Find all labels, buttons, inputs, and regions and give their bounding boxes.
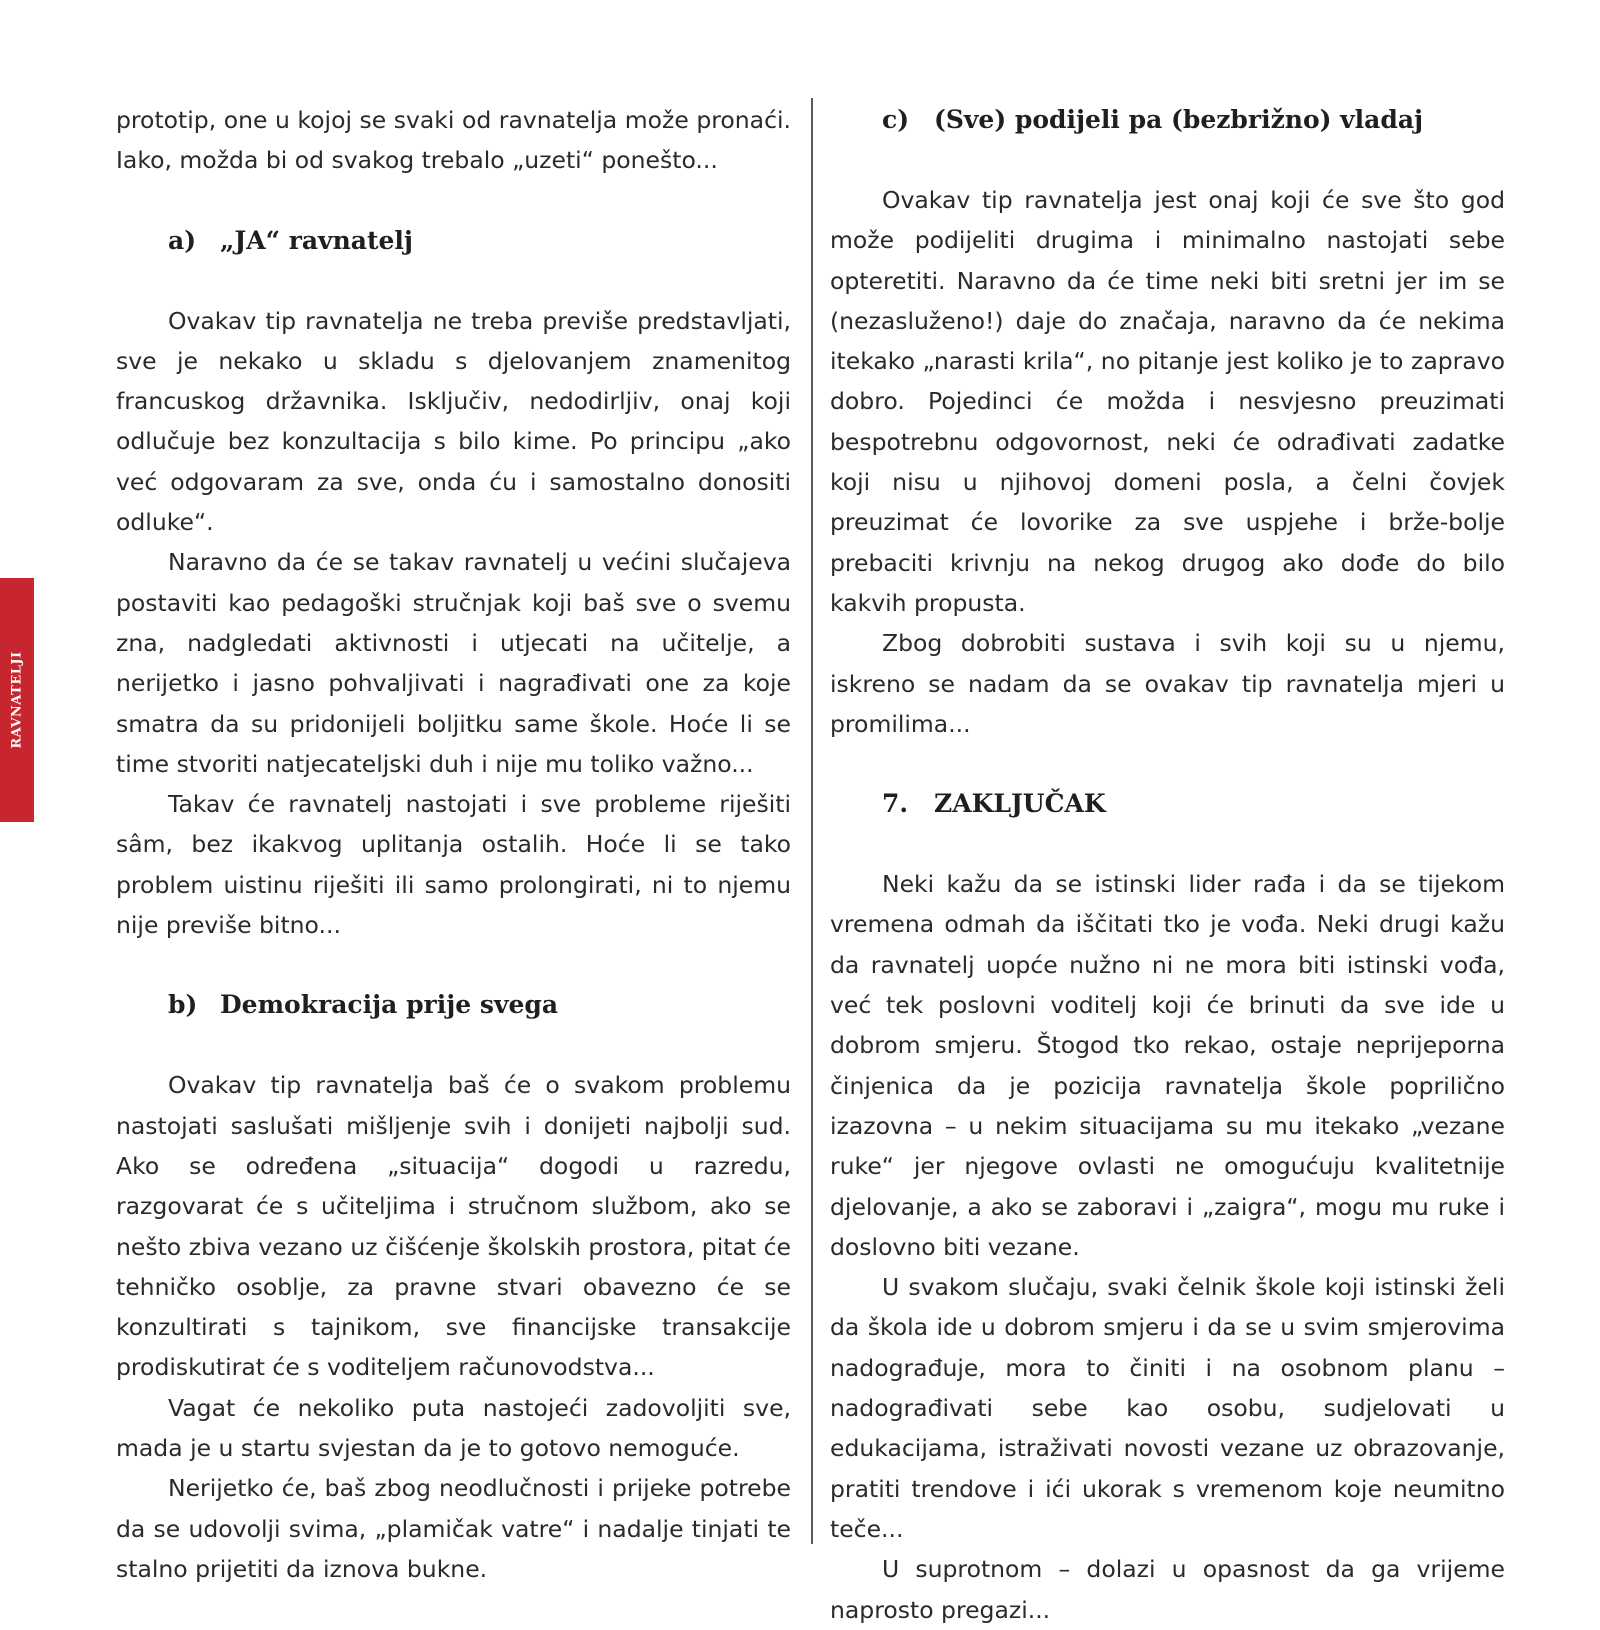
paragraph-b-1: Ovakav tip ravnatelja baš će o svakom problemu nastojati saslušati mišljenje svih i donijeti najbolji sud. Ako se određena „situacija“ dogodi u razredu, razgovarat će s učiteljima i stručnom službom, ako se nešto zbiva vezano uz čišćenje školskih prostora, pitat će tehničko osoblje, za pravne stvari obavezno će se konzultirati s tajnikom, sve financijske transakcije prodiskutirat će s voditeljem računovodstva... [116,1071,791,1382]
paragraph-c-2: Zbog dobrobiti sustava i svih koji su u njemu, iskreno se nadam da se ovakav tip ravnatelja mjeri u promilima... [830,629,1505,738]
heading-a [116,221,791,261]
heading-conclusion-title: ZAKLJUČAK [934,789,1106,819]
paragraph-conclusion-3: U suprotnom – dolazi u opasnost da ga vrijeme naprosto pregazi... [830,1555,1505,1624]
heading-b-title: Demokracija prije svega [220,990,559,1020]
paragraph-a-1: Ovakav tip ravnatelja ne treba previše predstavljati, sve je nekako u skladu s djelovanjem znamenitog francuskog državnika. Isključiv, nedodirljiv, onaj koji odlučuje bez konzultacija s bilo kime. Po principu „ako već odgovaram za sve, onda ću i samostalno donositi odluke“. [116,306,791,537]
heading-conclusion-label: 7. [882,789,909,819]
paragraph-a-2: Naravno da će se takav ravnatelj u većini slučajeva postaviti kao pedagoški stručnjak koji baš sve o svemu zna, nadgledati aktivnosti i utjecati na učitelje, a nerijetko i jasno pohvaljivati i nagrađivati one za koje smatra da su pridonijeli boljitku same škole. Hoće li se time stvoriti natjecateljski duh i nije mu toliko važno... [116,548,791,778]
paragraph-a-3: Takav će ravnatelj nastojati i sve probleme riješiti sâm, bez ikakvog uplitanja ostalih. Hoće li se tako problem uistinu riješiti ili samo prolongirati, ni to njemu nije previše bitno... [116,790,791,940]
paragraph-c-1: Ovakav tip ravnatelja jest onaj koji će sve što god može podijeliti drugima i minimalno nastojati sebe opteretiti. Naravno da će time neki biti sretni jer im se (nezasluženo!) daje do značaja, naravno da će nekima itekako „narasti krila“, no pitanje jest koliko je to zapravo dobro. Pojedinci će možda i nesvjesno preuzimati bespotrebnu odgovornost, neki će odrađivati zadatke koji nisu u njihovoj domeni posla, a čelni čovjek preuzimat će lovorike za sve uspjehe i brže-bolje prebaciti krivnju na nekog drugog ako dođe do bilo kakvih propusta. [830,186,1505,617]
heading-conclusion [830,784,1505,824]
section-side-tab [0,578,34,822]
heading-a-label: a) [168,225,197,255]
heading-b-label: b) [168,990,198,1020]
paragraph-conclusion-1: Neki kažu da se istinski lider rađa i da se tijekom vremena odmah da iščitati tko je vođa. Neki drugi kažu da ravnatelj uopće nužno ni ne mora biti istinski vođa, već tek poslovni voditelj koji će brinuti da sve ide u dobrom smjeru. Štogod tko rekao, ostaje neprijeporna činjenica da je pozicija ravnatelja škole poprilično izazovna – u nekim situacijama su mu itekako „vezane ruke“ jer njegove ovlasti ne omogućuju kvalitetnije djelovanje, a ako se zaboravi i „zaigra“, mogu mu ruke i doslovno biti vezane. [830,870,1505,1261]
heading-a-title: „JA“ ravnatelj [220,225,413,255]
heading-c [830,100,1505,140]
side-tab-label: RAVNATELJI [9,651,25,749]
right-column [830,100,1505,1630]
heading-b [116,985,791,1025]
intro-paragraph: prototip, one u kojoj se svaki od ravnatelja može pronaći. Iako, možda bi od svakog trebalo „uzeti“ ponešto... [116,106,791,175]
paragraph-conclusion-2: U svakom slučaju, svaki čelnik škole koji istinski želi da škola ide u dobrom smjeru i da se u svim smjerovima nadograđuje, mora to činiti i na osobnom planu – nadograđivati sebe kao osobu, sudjelovati u edukacijama, istraživati novosti vezane uz obrazovanje, pratiti trendove i ići ukorak s vremenom koje neumitno teče... [830,1273,1505,1543]
heading-c-label: c) [882,105,910,134]
left-column [116,100,791,1589]
paragraph-b-3: Nerijetko će, baš zbog neodlučnosti i prijeke potrebe da se udovolji svima, „plamičak vatre“ i nadalje tinjati te stalno prijetiti da iznova bukne. [116,1474,791,1583]
column-divider [811,98,813,1544]
heading-c-title: (Sve) podijeli pa (bezbrižno) vladaj [934,105,1424,134]
paragraph-b-2: Vagat će nekoliko puta nastojeći zadovoljiti sve, mada je u startu svjestan da je to gotovo nemoguće. [116,1393,791,1463]
